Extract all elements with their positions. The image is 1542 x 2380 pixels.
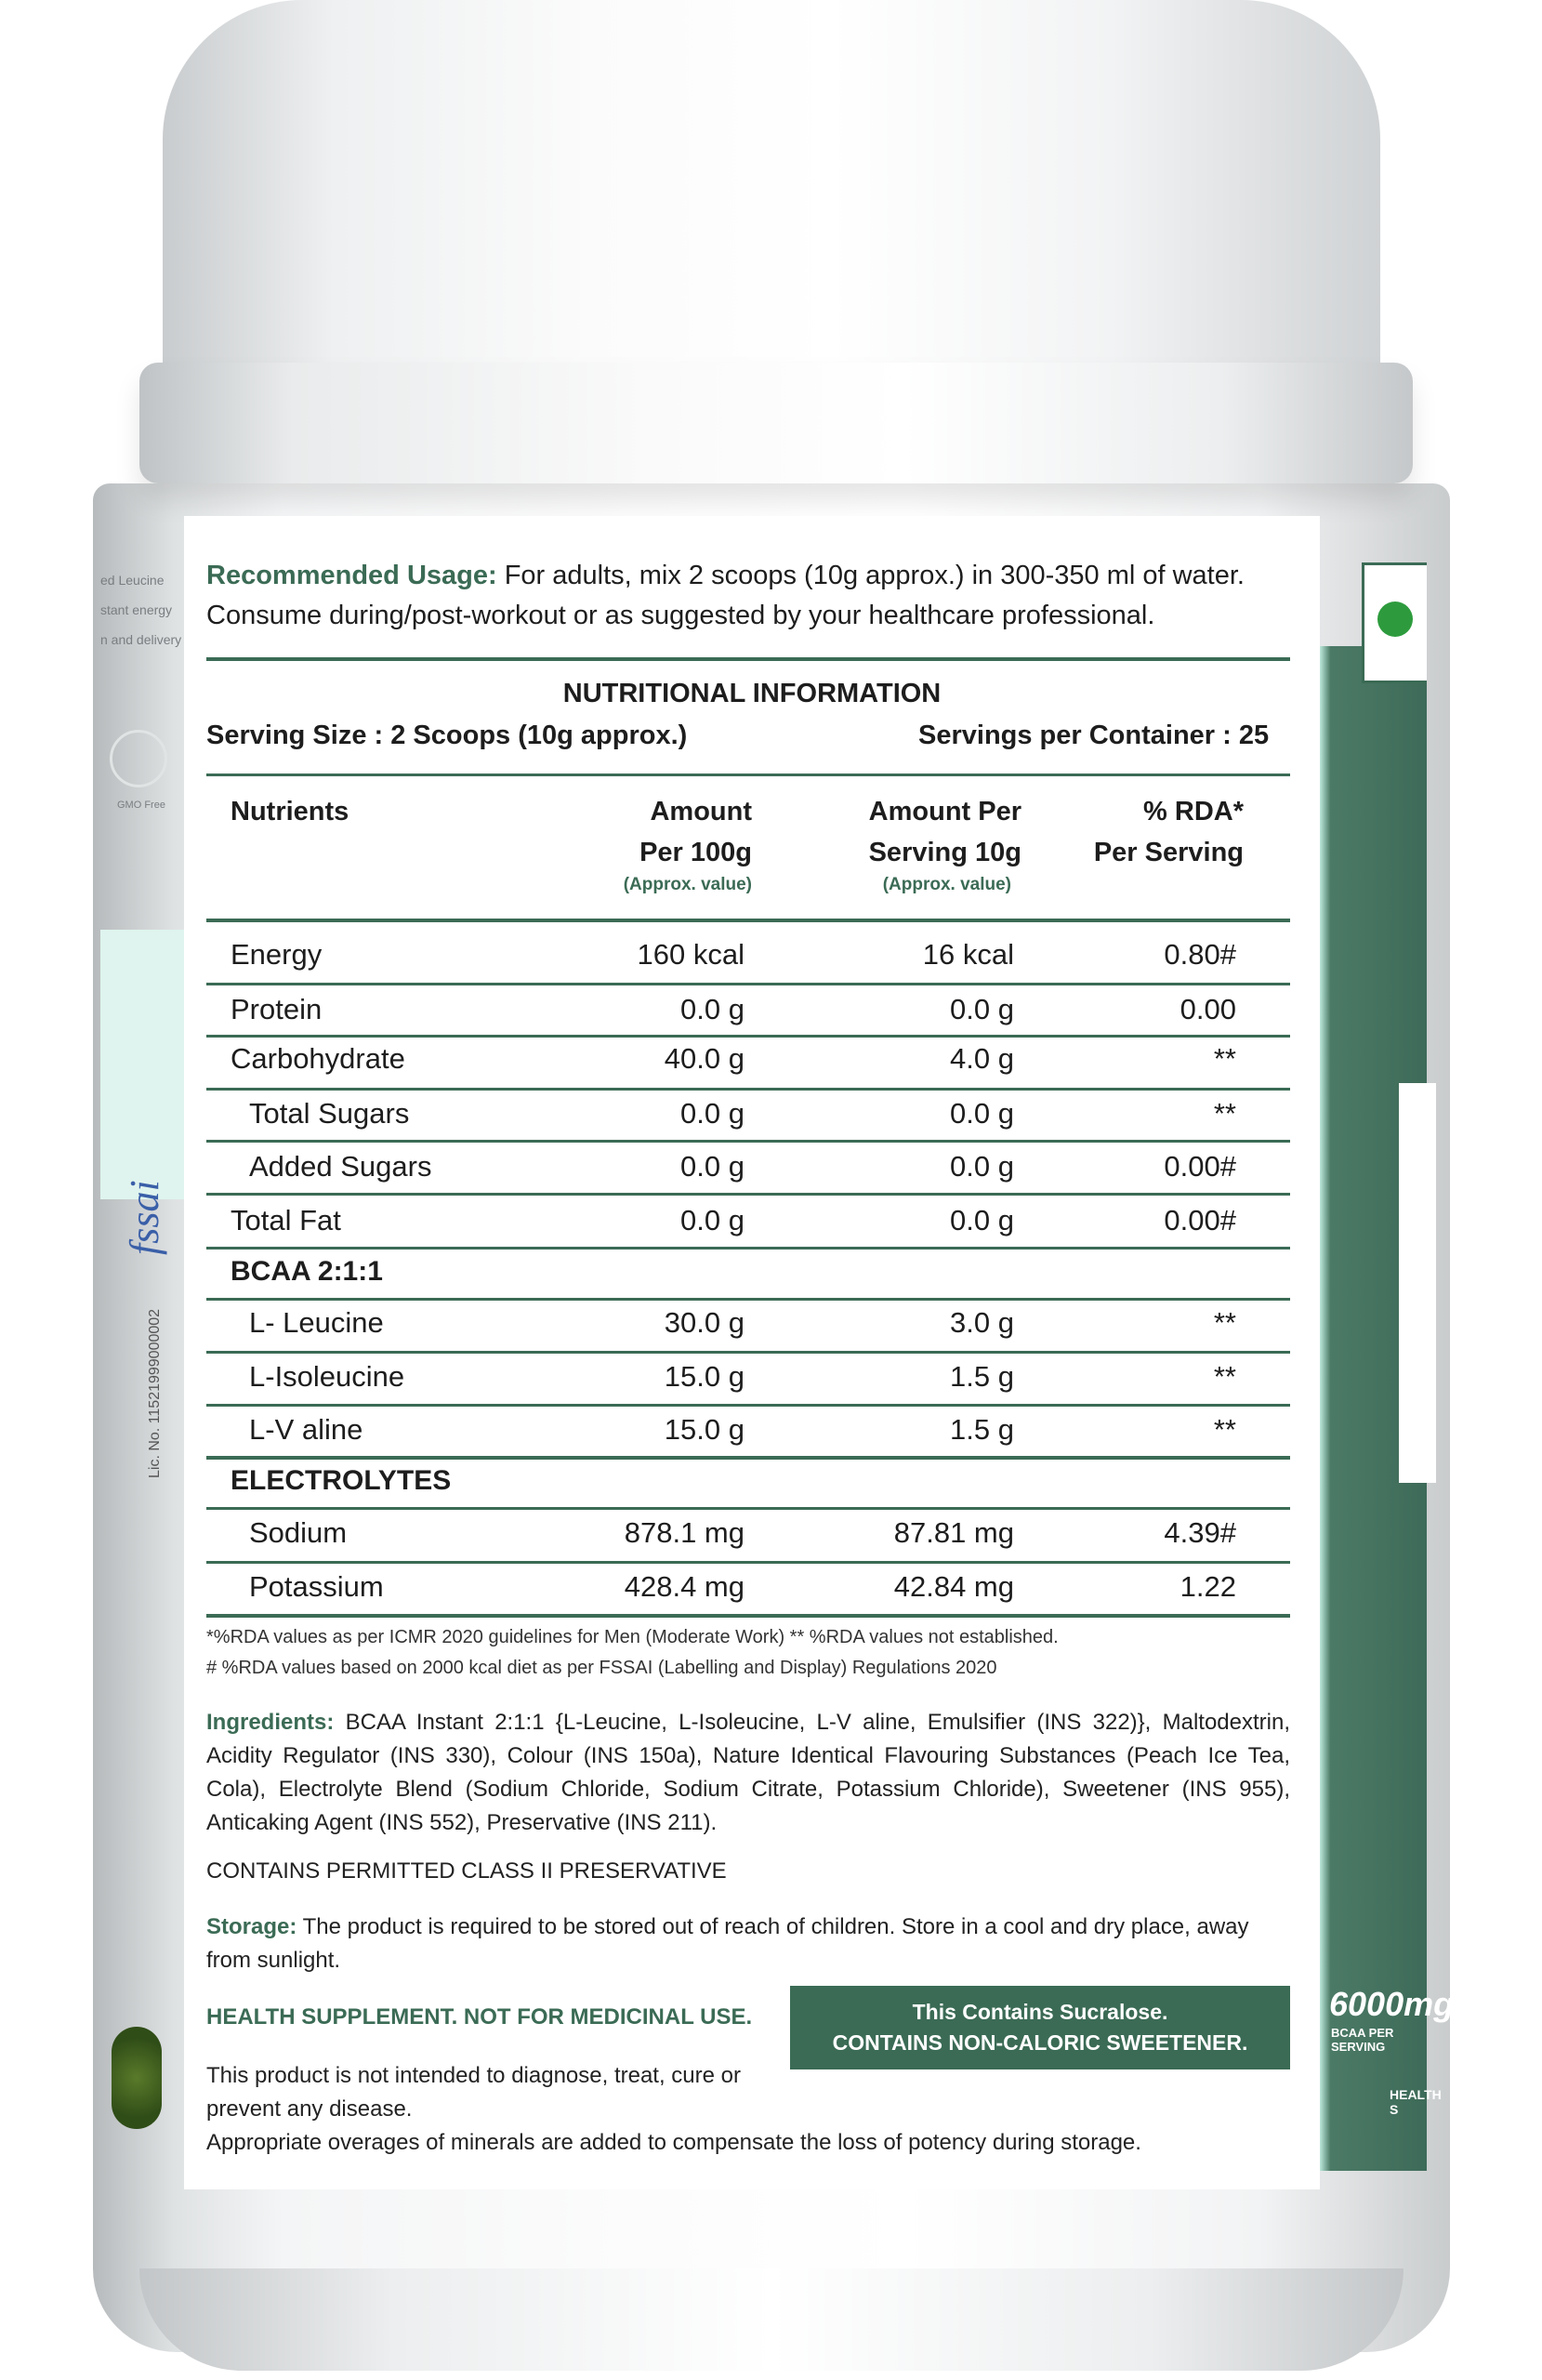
storage-heading: Storage:: [206, 1914, 297, 1939]
header-per-serving-note: (Approx. value): [882, 875, 1011, 894]
bcaa-per-serving-caption: BCAA PER SERVING: [1331, 2026, 1394, 2054]
gmo-free-logo-icon: [110, 730, 167, 787]
header-nutrients: Nutrients: [231, 797, 349, 826]
ingredients-text: BCAA Instant 2:1:1 {L-Leucine, L-Isoleucine, L-V aline, Emulsifier (INS 322)}, Maltodextrin, Acidity Regulator (INS 330), Colour (INS 150a), Nature Identical Flavouring Substances (Peach Ice Tea, Cola), Electrolyte Blend (Sodium Chloride, Sodium Citrate, Potassium Chloride), Sweetener (INS 955), Anticaking Agent (INS 552), Preservative (INS 211).: [206, 1710, 1290, 1835]
ingredients-heading: Ingredients:: [206, 1710, 335, 1735]
back-label: [184, 516, 1320, 2189]
rda-footnote: *%RDA values as per ICMR 2020 guidelines for Men (Moderate Work) ** %RDA values not established.: [206, 1627, 1059, 1647]
table-row: Total Sugars 0.0 g 0.0 g **: [249, 1097, 1236, 1130]
header-per100: Amount Per 100g: [639, 797, 752, 867]
right-side-label: [1311, 516, 1455, 2180]
nutrition-title: NUTRITIONAL INFORMATION: [562, 679, 942, 708]
table-row: Energy 160 kcal 16 kcal 0.80#: [231, 938, 1236, 971]
front-label-white-strip: [1399, 1083, 1436, 1483]
section-row-electrolytes: ELECTROLYTES: [231, 1465, 452, 1496]
license-number: Lic. No. 11521999000002: [147, 1308, 163, 1478]
side-text-fragment: ed Leucine: [100, 573, 165, 588]
usage-line1: For adults, mix 2 scoops (10g approx.) in 300-350 ml of water.: [496, 561, 1245, 590]
fssai-logo: fssai: [122, 1180, 167, 1255]
front-text-fragment: INS: [1413, 1342, 1438, 1381]
disclaimer: This product is not intended to diagnose, treat, cure or prevent any disease.: [206, 2063, 742, 2122]
jar-lid-rim: [139, 363, 1413, 483]
sweetener-line2: CONTAINS NON-CALORIC SWEETENER.: [832, 2030, 1248, 2055]
jar-bottom: [139, 2268, 1404, 2371]
ingredients: [206, 1706, 1290, 1840]
overages-note: Appropriate overages of minerals are added to compensate the loss of potency during storage.: [206, 2130, 1141, 2155]
serving-size: Serving Size : 2 Scoops (10g approx.): [206, 721, 688, 750]
rda-footnote: # %RDA values based on 2000 kcal diet as per FSSAI (Labelling and Display) Regulations 2020: [206, 1658, 997, 1678]
header-per100-note: (Approx. value): [623, 875, 752, 894]
divider: [206, 774, 1290, 776]
storage-text: The product is required to be stored out of reach of children. Store in a cool and dry place, away from sunlight.: [206, 1914, 1249, 1973]
left-side-label: [100, 521, 184, 2268]
table-row: Total Fat 0.0 g 0.0 g 0.00#: [231, 1204, 1236, 1236]
table-row: Carbohydrate 40.0 g 4.0 g **: [231, 1042, 1236, 1075]
table-row: Potassium 428.4 mg 42.84 mg 1.22: [249, 1570, 1236, 1603]
header-per-serving: Amount Per Serving 10g: [868, 797, 1021, 867]
header-rda: % RDA* Per Serving: [1093, 797, 1244, 867]
side-text-fragment: stant energy: [100, 602, 173, 617]
usage-heading: Recommended Usage:: [206, 561, 497, 590]
front-health-text: HEALTH S: [1390, 2087, 1442, 2117]
side-text-fragment: n and delivery: [100, 632, 182, 647]
storage: [206, 1911, 1290, 1977]
table-row: L-Isoleucine 15.0 g 1.5 g **: [249, 1360, 1236, 1393]
gmo-free-text: GMO Free: [117, 800, 165, 811]
table-row: Sodium 878.1 mg 87.81 mg 4.39#: [249, 1516, 1236, 1549]
health-supplement-note: HEALTH SUPPLEMENT. NOT FOR MEDICINAL USE.: [206, 2004, 753, 2030]
bcaa-per-serving-amount: 6000mg: [1329, 1985, 1455, 2023]
table-row: L-V aline 15.0 g 1.5 g **: [249, 1413, 1236, 1446]
veg-mark-icon: [1377, 602, 1413, 637]
sweetener-line1: This Contains Sucralose.: [912, 2000, 1168, 2024]
divider: [206, 919, 1290, 922]
mint-panel: [100, 930, 184, 1199]
divider: [206, 1614, 1290, 1618]
usage-line2: Consume during/post-workout or as suggested by your healthcare professional.: [206, 601, 1155, 630]
table-row: L- Leucine 30.0 g 3.0 g **: [249, 1306, 1236, 1339]
table-row: Protein 0.0 g 0.0 g 0.00: [231, 993, 1236, 1025]
section-row-bcaa: BCAA 2:1:1: [231, 1256, 383, 1287]
recommended-usage: [206, 556, 1322, 636]
divider: [206, 657, 1290, 661]
servings-per-container: Servings per Container : 25: [918, 721, 1270, 750]
table-row: Added Sugars 0.0 g 0.0 g 0.00#: [249, 1150, 1236, 1183]
certification-seal-icon: [112, 2027, 162, 2129]
sweetener-box: [790, 1986, 1290, 2069]
preservative-note: CONTAINS PERMITTED CLASS II PRESERVATIVE: [206, 1858, 727, 1884]
